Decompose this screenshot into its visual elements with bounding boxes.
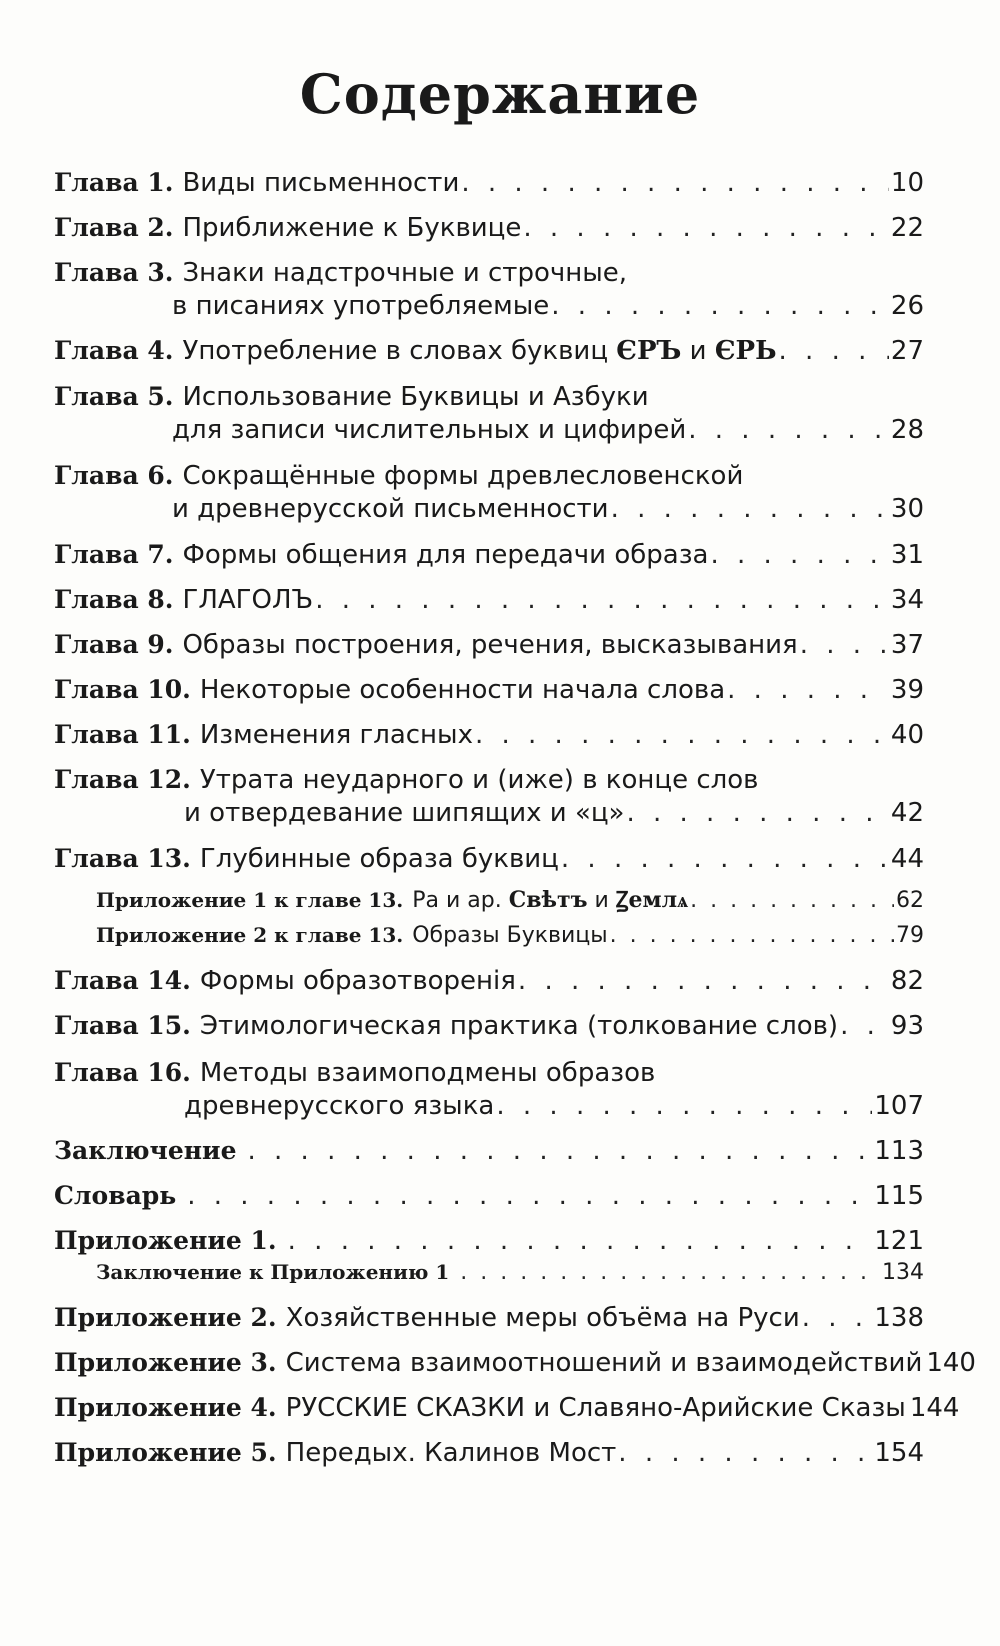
dot-leader [727,675,889,705]
entry-label: Приложение 2 к главе 13. [96,923,404,947]
entry-label: Заключение к Приложению 1 [96,1260,450,1284]
entry-text: Ра и ар. [412,888,502,913]
entry-label: Приложение 4. [54,1393,277,1422]
page-number: 138 [874,1303,924,1333]
entry-label: Глава 5. [54,382,174,411]
page-number: 62 [896,888,924,913]
entry-text-continued: и отвердевание шипящих и «ц» [184,798,625,828]
entry-label: Глава 3. [54,258,174,287]
slavonic-letter: ЄРЪ [616,336,682,366]
dot-leader [802,1303,873,1333]
toc-entry [54,1303,924,1336]
entry-text: Формы образотворенія [199,966,516,996]
toc-entry [54,213,924,246]
dot-leader [460,1260,880,1285]
entry-label: Глава 12. [54,765,191,794]
toc-entry [54,258,924,324]
toc-entry [54,720,924,753]
dot-leader [610,923,894,948]
dot-leader [611,494,889,524]
entry-label: Глава 7. [54,540,174,569]
toc-entry [54,540,924,573]
toc-subentry [54,884,924,917]
dot-leader [561,844,889,874]
page-number: 144 [909,1393,960,1423]
dot-leader [187,1181,872,1211]
page-number: 28 [890,415,924,445]
dot-leader [800,630,889,660]
page-number: 115 [874,1181,924,1211]
entry-text: Система взаимоотношений и взаимодействий [285,1348,923,1378]
entry-label: Глава 13. [54,844,191,873]
entry-label: Заключение [54,1136,237,1165]
entry-text: Формы общения для передачи образа [182,540,709,570]
dot-leader [840,1011,889,1041]
entry-text: РУССКИЕ СКАЗКИ и Славяно-Арийские Сказы [285,1393,906,1423]
entry-text: Использование Буквицы и Азбуки [182,382,649,412]
slavonic-letter: ЄРЬ [714,336,777,366]
entry-label: Глава 1. [54,168,174,197]
dot-leader [496,1091,872,1121]
entry-text-continued: в писаниях употребляемые [172,291,550,321]
toc-entry [54,585,924,618]
toc-entry [54,1011,924,1044]
entry-label: Глава 14. [54,966,191,995]
entry-text: ГЛАГОЛЪ [182,585,314,615]
dot-leader [523,213,889,243]
page-number: 30 [890,494,924,524]
entry-text-continued: для записи числительных и цифирей [172,415,687,445]
toc-entry [54,765,924,831]
entry-label: Приложение 5. [54,1438,277,1467]
entry-text: Образы Буквицы [412,923,608,948]
dot-leader [618,1438,872,1468]
entry-label: Глава 16. [54,1058,191,1087]
entry-text: Глубинные образа буквиц [199,844,559,874]
dot-leader [248,1136,873,1166]
page-number: 79 [896,923,924,948]
toc-entry [54,844,924,877]
entry-label: Глава 8. [54,585,174,614]
page-number: 93 [890,1011,924,1041]
entry-text: Употребление в словах буквиц [182,336,609,366]
page-number: 26 [890,291,924,321]
conjunction: и [594,888,609,913]
entry-text-continued: и древнерусской письменности [172,494,609,524]
page-number: 34 [890,585,924,615]
page-number: 154 [874,1438,924,1468]
toc-subentry [54,1260,924,1293]
entry-text: Некоторые особенности начала слова [199,675,726,705]
page-number: 42 [890,798,924,828]
dot-leader [710,540,888,570]
toc-entry [54,675,924,708]
entry-text-continued: древнерусского языка [184,1091,495,1121]
dot-leader [315,585,889,615]
entry-text: Знаки надстрочные и строчные, [182,258,628,288]
toc-entry [54,382,924,448]
toc-entry [54,1058,924,1124]
toc-entry [54,1348,976,1381]
toc-entry [54,1393,960,1426]
page-number: 82 [890,966,924,996]
page-number: 10 [890,168,924,198]
entry-label: Глава 9. [54,630,174,659]
dot-leader [461,168,889,198]
entry-text: Утрата неударного и (иже) в конце слов [199,765,759,795]
entry-label: Глава 4. [54,336,174,365]
entry-text: Сокращённые формы древлесловенской [182,461,744,491]
toc-entry [54,1181,924,1214]
dot-leader [551,291,889,321]
page-number: 22 [890,213,924,243]
page-number: 37 [890,630,924,660]
toc-entry [54,630,924,663]
entry-text: Этимологическая практика (толкование слов) [199,1011,839,1041]
page-number: 44 [890,844,924,874]
entry-label: Словарь [54,1181,177,1210]
dot-leader [688,415,889,445]
entry-text: Виды письменности [182,168,460,198]
entry-text: Хозяйственные меры объёма на Руси [285,1303,800,1333]
toc-entry [54,966,924,999]
dot-leader [626,798,888,828]
toc-entry [54,1136,924,1169]
page-number: 113 [874,1136,924,1166]
conjunction: и [689,336,707,366]
page-number: 27 [890,336,924,366]
entry-text: Передых. Калинов Мост [285,1438,617,1468]
page-number: 121 [874,1226,924,1256]
page-title: Содержание [299,62,701,126]
toc-subentry [54,923,924,956]
entry-label: Глава 6. [54,461,174,490]
page-number: 39 [890,675,924,705]
entry-text: Методы взаимоподмены образов [199,1058,656,1088]
entry-label: Приложение 2. [54,1303,277,1332]
page-number: 140 [926,1348,976,1378]
page-number: 107 [874,1091,924,1121]
entry-text: Изменения гласных [199,720,473,750]
slavonic-word: Ꙁемлѧ [615,887,689,913]
entry-label: Приложение 1 к главе 13. [96,888,404,912]
toc-entry [54,336,924,369]
toc-entry [54,1226,924,1259]
entry-label: Глава 15. [54,1011,191,1040]
page-number: 31 [890,540,924,570]
entry-text: Приближение к Буквице [182,213,522,243]
dot-leader [475,720,889,750]
dot-leader [690,888,894,913]
entry-label: Приложение 3. [54,1348,277,1377]
page-number: 40 [890,720,924,750]
slavonic-word: Свѣтъ [508,887,588,913]
toc-entry [54,168,924,201]
entry-label: Глава 11. [54,720,191,749]
entry-label: Глава 2. [54,213,174,242]
entry-label: Приложение 1. [54,1226,277,1255]
dot-leader [288,1226,873,1256]
entry-text: Образы построения, речения, высказывания [182,630,798,660]
toc-entry [54,1438,924,1471]
entry-label: Глава 10. [54,675,191,704]
dot-leader [779,336,889,366]
page-number: 134 [882,1260,924,1285]
toc-entry [54,461,924,527]
dot-leader [518,966,889,996]
